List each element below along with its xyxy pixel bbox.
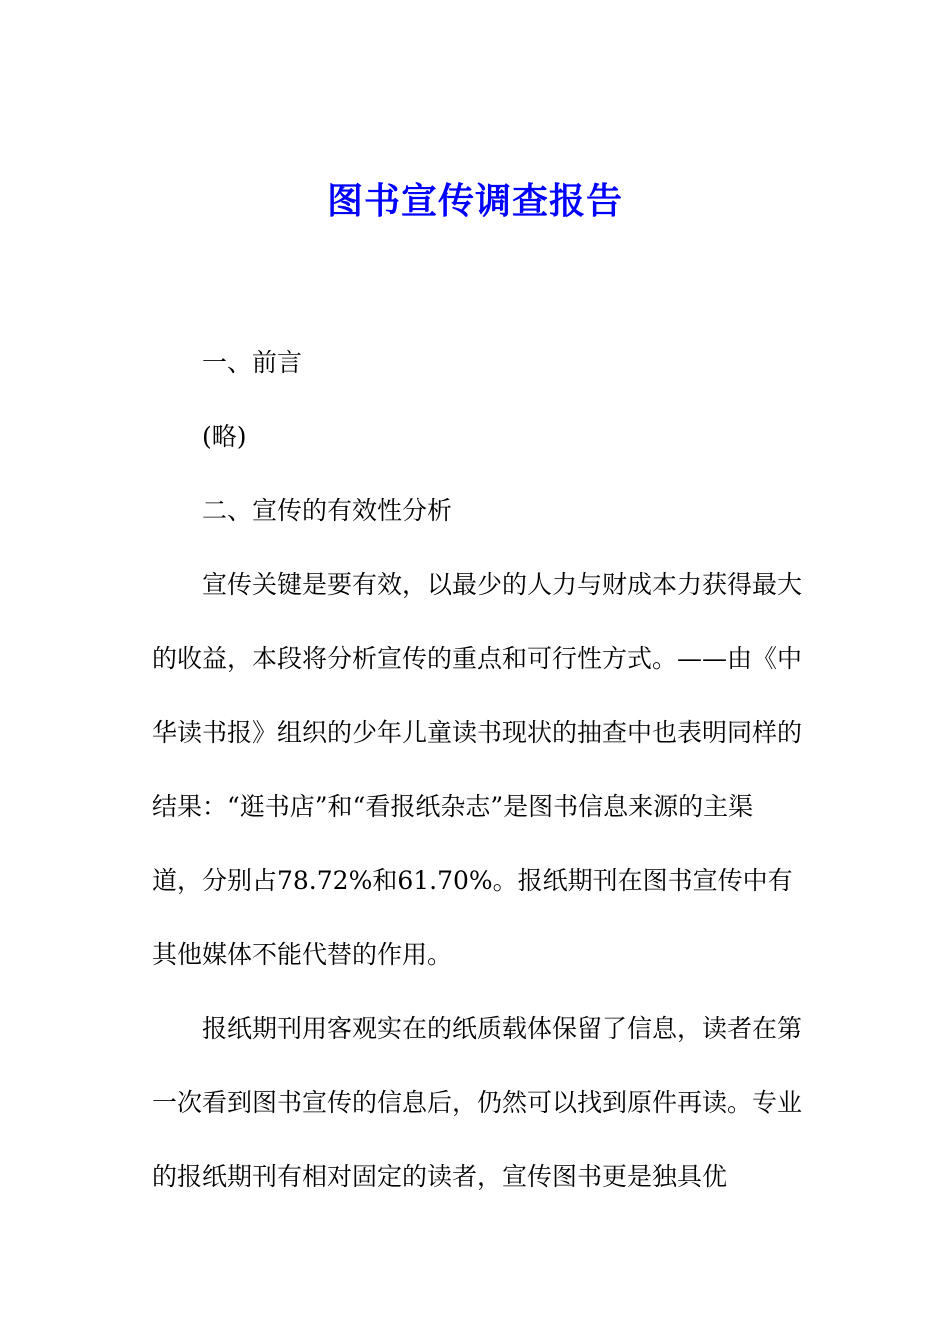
section-heading-effectiveness: 二、宣传的有效性分析 (202, 496, 453, 525)
document-title: 图书宣传调查报告 (326, 181, 623, 222)
paragraph-omitted: (略) (202, 422, 247, 451)
section-heading-preface: 一、前言 (202, 348, 303, 377)
paragraph-print-media: 报纸期刊用客观实在的纸质载体保留了信息，读者在第一次看到图书宣传的信息后，仍然可以找到原件再读。专业的报纸期刊有相对固定的读者，宣传图书更是独具优 (152, 1014, 803, 1191)
document-body (152, 326, 802, 1214)
paragraph-effectiveness: 宣传关键是要有效，以最少的人力与财成本力获得最大的收益，本段将分析宣传的重点和可行性方式。——由《中华读书报》组织的少年儿童读书现状的抽查中也表明同样的结果：“逛书店”和“看报纸杂志”是图书信息来源的主渠道，分别占78.72%和61.70%。报纸期刊在图书宣传中有其他媒体不能代替的作用。 (152, 570, 803, 969)
